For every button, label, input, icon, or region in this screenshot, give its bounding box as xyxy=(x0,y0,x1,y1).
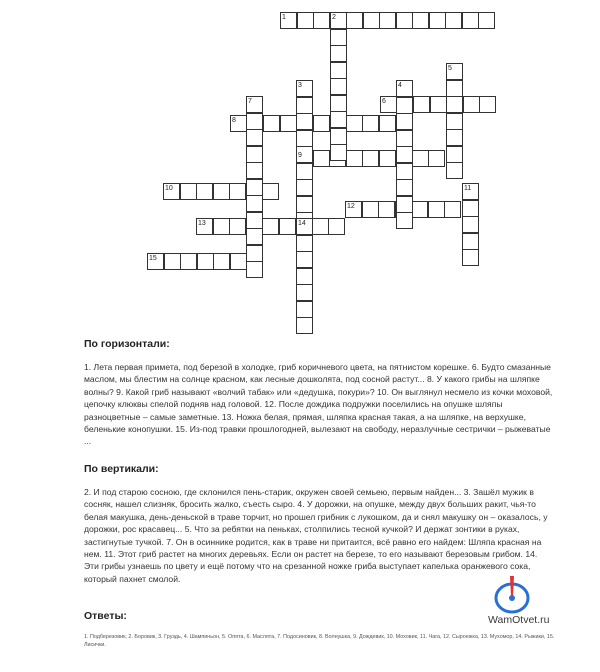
crossword-cell[interactable] xyxy=(296,235,313,252)
crossword-cell[interactable] xyxy=(446,96,463,113)
crossword-cell[interactable] xyxy=(462,12,479,29)
crossword-cell[interactable] xyxy=(378,201,395,218)
crossword-cell[interactable] xyxy=(462,200,479,217)
crossword-cell[interactable] xyxy=(330,144,347,161)
crossword-cell[interactable] xyxy=(396,130,413,147)
crossword-cell[interactable] xyxy=(330,78,347,95)
crossword-cell[interactable] xyxy=(446,113,463,130)
crossword-cell[interactable] xyxy=(312,218,329,235)
clue-number: 10 xyxy=(165,185,173,192)
crossword-cell[interactable] xyxy=(362,115,379,132)
crossword-cell[interactable] xyxy=(313,115,330,132)
crossword-cell[interactable] xyxy=(246,113,263,130)
site-logo[interactable] xyxy=(488,574,558,632)
crossword-cell[interactable] xyxy=(246,129,263,146)
vertical-heading: По вертикали: xyxy=(84,463,159,475)
crossword-cell[interactable] xyxy=(180,253,197,270)
crossword-cell[interactable] xyxy=(330,128,347,145)
clue-number: 1 xyxy=(282,14,286,21)
crossword-cell[interactable] xyxy=(262,183,279,200)
crossword-cell[interactable] xyxy=(446,129,463,146)
crossword-cell[interactable] xyxy=(428,201,445,218)
crossword-cell[interactable] xyxy=(330,95,347,112)
crossword-cell[interactable] xyxy=(328,218,345,235)
crossword-cell[interactable] xyxy=(396,97,413,114)
crossword-cell[interactable] xyxy=(246,146,263,163)
crossword-cell[interactable] xyxy=(379,115,396,132)
crossword-cell[interactable] xyxy=(330,29,347,46)
crossword-cell[interactable] xyxy=(446,162,463,179)
crossword-cell[interactable] xyxy=(296,163,313,180)
horizontal-heading: По горизонтали: xyxy=(84,338,170,350)
crossword-cell[interactable] xyxy=(428,150,445,167)
crossword-cell[interactable] xyxy=(246,212,263,229)
clue-number: 2 xyxy=(332,14,336,21)
crossword-cell[interactable] xyxy=(430,96,447,113)
crossword-cell[interactable] xyxy=(246,179,263,196)
crossword-cell[interactable] xyxy=(213,183,230,200)
vertical-clues: 2. И под старою сосною, где склонился пень-старик, окружен своей семьею, первым найден... 3. Зашёл мужик в сосняк, нашел слизняк, бросить жалко, съесть сыро. 4. У дорожки, на опушке, между двух больших ракит, чья-то белая макушка, день-деньской в траве торчит, но прошел грибник с лукошком, да и снял макушку он – оказалось, у дорожки, рос красавец... 5. Что за ребятки на пеньках, столпились тесной кучкой? И держат зонтики в руках, застигнутые тучкой. 7. Он в осиннике родится, как в траве ни притаится, всё равно его найдем: Шляпа красная на нем. 11. Этот гриб растет на многих деревьях. Если он растет на березе, то его называют березовым грибом. 14. Эти грибы узнаешь по цвету и ещё потому что на срезанной ножке гриба выступает капелька оранжевого сока, который пахнет смолой. xyxy=(84,487,548,584)
crossword-cell[interactable] xyxy=(411,201,428,218)
crossword-cell[interactable] xyxy=(396,196,413,213)
crossword-cell[interactable] xyxy=(296,113,313,130)
crossword-cell[interactable] xyxy=(462,233,479,250)
clue-number: 4 xyxy=(398,82,402,89)
crossword-cell[interactable] xyxy=(213,218,230,235)
crossword-cell[interactable] xyxy=(413,96,430,113)
crossword-cell[interactable] xyxy=(246,195,263,212)
crossword-cell[interactable] xyxy=(346,115,363,132)
crossword-cell[interactable] xyxy=(296,97,313,114)
crossword-cell[interactable] xyxy=(463,96,480,113)
crossword-cell[interactable] xyxy=(263,115,280,132)
crossword-cell[interactable] xyxy=(396,12,413,29)
crossword-cell[interactable] xyxy=(478,12,495,29)
crossword-cell[interactable] xyxy=(330,62,347,79)
clue-number: 14 xyxy=(298,220,306,227)
answers-text: 1. Подберезовик, 2. Боровик, 3. Груздь, 4. Шампиньон, 5. Опята, 6. Маслята, 7. Подосиновик, 8. Волнушка, 9. Дождевик, 10. Моховик, 11. Чага, 12. Сыроежка, 13. Мухомор, 14. Рыжики, 15. Лисички. xyxy=(84,634,555,648)
crossword-cell[interactable] xyxy=(279,218,296,235)
crossword-cell[interactable] xyxy=(330,111,347,128)
clue-number: 7 xyxy=(248,98,252,105)
crossword-cell[interactable] xyxy=(444,201,461,218)
crossword-cell[interactable] xyxy=(230,253,247,270)
crossword-cell[interactable] xyxy=(396,163,413,180)
crossword-cell[interactable] xyxy=(229,183,246,200)
crossword-cell[interactable] xyxy=(296,251,313,268)
crossword-cell[interactable] xyxy=(229,218,246,235)
crossword-cell[interactable] xyxy=(296,179,313,196)
crossword-cell[interactable] xyxy=(313,12,330,29)
clue-number: 6 xyxy=(382,98,386,105)
crossword-cell[interactable] xyxy=(462,249,479,266)
crossword-cell[interactable] xyxy=(396,146,413,163)
crossword-cell[interactable] xyxy=(330,45,347,62)
site-name: WamOtvet.ru xyxy=(488,614,550,626)
clue-number: 12 xyxy=(347,203,355,210)
crossword-cell[interactable] xyxy=(164,253,181,270)
crossword-cell[interactable] xyxy=(246,162,263,179)
crossword-cell[interactable] xyxy=(262,218,279,235)
crossword-cell[interactable] xyxy=(462,216,479,233)
crossword-cell[interactable] xyxy=(296,196,313,213)
crossword-cell[interactable] xyxy=(296,284,313,301)
clue-number: 8 xyxy=(232,117,236,124)
crossword-cell[interactable] xyxy=(280,115,297,132)
crossword-cell[interactable] xyxy=(296,301,313,318)
crossword-cell[interactable] xyxy=(296,268,313,285)
clue-number: 13 xyxy=(198,220,206,227)
crossword-cell[interactable] xyxy=(362,201,379,218)
crossword-cell[interactable] xyxy=(445,12,462,29)
crossword-cell[interactable] xyxy=(297,12,314,29)
crossword-cell[interactable] xyxy=(396,212,413,229)
crossword-cell[interactable] xyxy=(346,12,363,29)
crossword-cell[interactable] xyxy=(379,150,396,167)
crossword-cell[interactable] xyxy=(296,317,313,334)
crossword-grid xyxy=(0,0,600,320)
crossword-cell[interactable] xyxy=(362,150,379,167)
crossword-cell[interactable] xyxy=(246,245,263,262)
crossword-cell[interactable] xyxy=(446,80,463,97)
crossword-cell[interactable] xyxy=(213,253,230,270)
crossword-cell[interactable] xyxy=(379,12,396,29)
crossword-cell[interactable] xyxy=(196,183,213,200)
clue-number: 3 xyxy=(298,82,302,89)
crossword-cell[interactable] xyxy=(363,12,380,29)
crossword-cell[interactable] xyxy=(479,96,496,113)
crossword-cell[interactable] xyxy=(180,183,197,200)
crossword-cell[interactable] xyxy=(429,12,446,29)
clue-number: 11 xyxy=(464,185,472,192)
clue-number: 15 xyxy=(149,255,157,262)
answers-heading: Ответы: xyxy=(84,610,127,622)
crossword-cell[interactable] xyxy=(246,228,263,245)
clue-number: 5 xyxy=(448,65,452,72)
crossword-cell[interactable] xyxy=(197,253,214,270)
crossword-cell[interactable] xyxy=(412,12,429,29)
crossword-cell[interactable] xyxy=(313,150,330,167)
logo-icon xyxy=(488,574,558,616)
crossword-cell[interactable] xyxy=(396,113,413,130)
crossword-cell[interactable] xyxy=(396,179,413,196)
crossword-cell[interactable] xyxy=(412,150,429,167)
crossword-cell[interactable] xyxy=(346,150,363,167)
crossword-cell[interactable] xyxy=(446,146,463,163)
horizontal-clues: 1. Лета первая примета, под березой в холодке, гриб коричневого цвета, на пятнистом корешке. 6. Будто смазанные маслом, мы блестим на солнце красном, как лесные дошколята, под сосной растут... 8. У какого грибы на шляпке волны? 9. Какой гриб называют «волчий табак» или «дедушка, покури»? 10. Он выглянул несмело из кочки моховой, цепочку клюквы спелой подняв над головой. 12. После дождика подружки поселились на опушке шляпы разноцветные – самые заметные. 13. Ножка белая, прямая, шляпка красная такая, а на шляпке, на верхушке, беленькие конопушки. 15. Из-под травки прошлогодней, вылезают на свободу, неразлучные сестрички – рыжеватые ... xyxy=(84,362,553,447)
crossword-cell[interactable] xyxy=(296,130,313,147)
crossword-cell[interactable] xyxy=(246,261,263,278)
clue-number: 9 xyxy=(298,152,302,159)
